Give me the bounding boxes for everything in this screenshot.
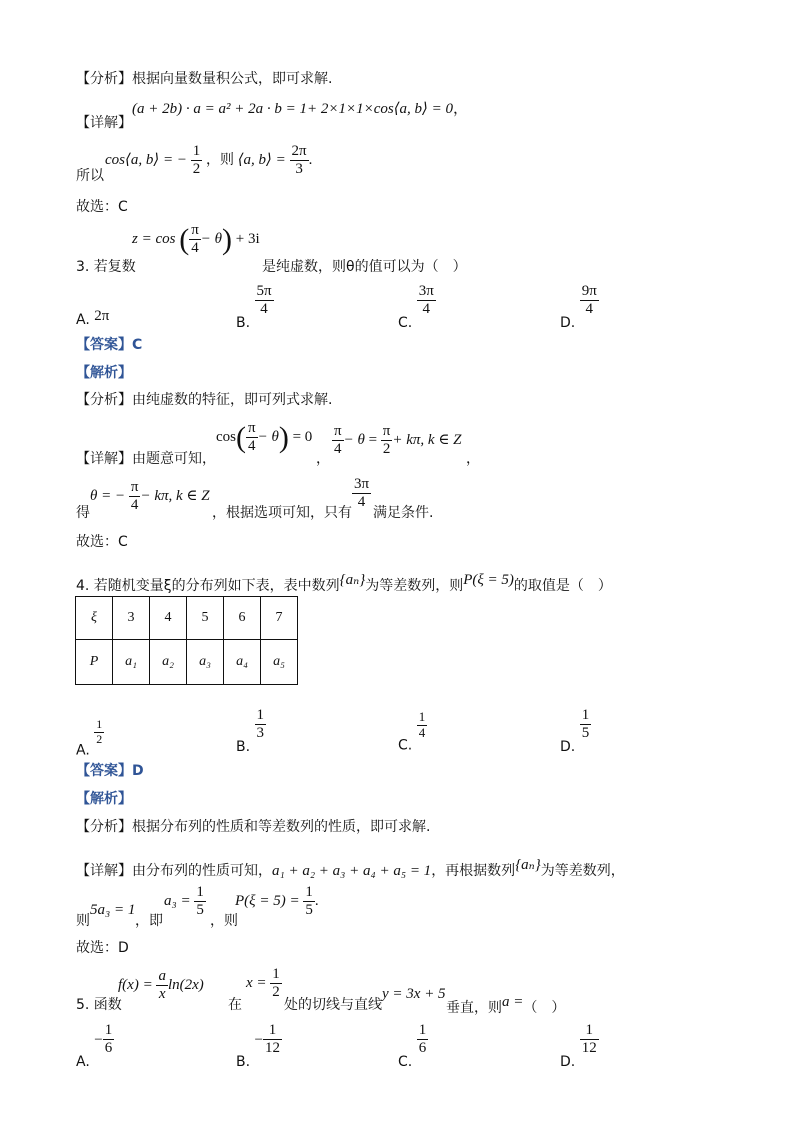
q4-ze: 则 [76,913,90,929]
q4-distribution-table [75,596,298,685]
q4-option-d[interactable]: D. $\frac{1}{5}$ [560,707,590,755]
table-cell: a₄ [224,640,261,685]
table-cell: a₃ [187,640,224,685]
q3-stem-tail: 是纯虚数，则θ的值可以为（ ） [262,259,467,275]
q3-detail: 【详解】由题意可知， [76,451,216,467]
q3-conclusion-frac: $\frac{3\pi}{4}$ [354,476,370,511]
q3-conclusion-tail: 满足条件. [373,505,434,521]
q4-a3-value: a₃ = $\frac{1}{5}$ [164,884,204,919]
q4-p-value: P(ξ = 5) = $\frac{1}{5}$ . [235,884,319,919]
table-cell: P [76,640,113,685]
q3-option-c[interactable]: C. $\frac{3\pi}{4}$ [398,283,434,331]
q3-eq-theta: $\frac{\pi}{4}$ − θ = $\frac{\pi}{2}$ + kπ, k ∈ Z [334,423,462,458]
table-cell: ξ [76,597,113,640]
q2-analysis: 【分析】根据向量数量积公式，即可求解. [76,71,333,87]
q4-ji: ，即 [135,913,163,929]
q5-option-c[interactable]: C. $\frac{1}{6}$ [398,1022,427,1070]
table-cell: a₅ [261,640,298,685]
q4-explanation-tag: 【解析】 [76,791,132,807]
q4-detail: 【详解】由分布列的性质可知，a₁ + a₂ + a₃ + a₄ + a₅ = 1，再根据数列{aₙ}为等差数列， [76,857,625,879]
table-cell: 6 [224,597,261,640]
table-header-row [76,597,298,640]
q4-option-a[interactable]: A. $\frac{1}{2}$ [76,717,103,759]
q5-option-a[interactable]: A. − $\frac{1}{6}$ [76,1022,113,1070]
q2-detail-label: 【详解】 [76,115,132,131]
q3-number: 3. 若复数 [76,259,136,275]
q4-stem: 4. 若随机变量ξ的分布列如下表，表中数列{aₙ}为等差数列，则P(ξ = 5)的取值是（ ） [76,572,612,594]
table-cell: 7 [261,597,298,640]
q3-option-b[interactable]: B. $\frac{5\pi}{4}$ [236,283,272,331]
q5-option-b[interactable]: B. − $\frac{1}{12}$ [236,1022,280,1070]
q5-zai: 在 [228,997,242,1013]
q2-answer: 故选：C [76,199,128,215]
q3-answer-tag: 【答案】C [76,337,143,353]
q5-x-value: x = $\frac{1}{2}$ [246,966,280,1001]
q3-comma: ， [316,451,330,467]
q3-option-a[interactable]: A. 2π [76,308,110,328]
q5-line-expr: y = 3x + 5 [382,986,446,1002]
q3-option-d[interactable]: D. $\frac{9\pi}{4}$ [560,283,597,331]
table-cell: 5 [187,597,224,640]
table-row [76,640,298,685]
q5-option-d[interactable]: D. $\frac{1}{12}$ [560,1022,597,1070]
q4-answer: 故选：D [76,940,129,956]
q3-comma-2: ， [466,451,480,467]
table-cell: 4 [150,597,187,640]
q5-tail: 垂直，则a =（ ） [446,994,566,1016]
q5-function-expr: f(x) = $\frac{a}{x}$ ln(2x) [118,968,204,1003]
q3-answer: 故选：C [76,534,128,550]
q4-option-c[interactable]: C. $\frac{1}{4}$ [398,709,426,754]
q4-answer-tag: 【答案】D [76,763,144,779]
q2-cos-value: cos⟨a, b⟩ = − $\frac{1}{2}$ ，则 ⟨a, b⟩ = $\frac{2\pi}{3}$ . [105,143,313,178]
q3-conclusion: ，根据选项可知，只有 [212,505,352,521]
q4-eq-5a3: 5a₃ = 1 [90,902,136,918]
table-cell: a₂ [150,640,187,685]
table-cell: a₁ [113,640,150,685]
q3-de: 得 [76,505,90,521]
q5-mid: 处的切线与直线 [284,997,382,1013]
q2-suoyi: 所以 [76,168,104,184]
q4-analysis: 【分析】根据分布列的性质和等差数列的性质，即可求解. [76,819,431,835]
q2-dot-product-formula: (a + 2b) · a = a² + 2a · b = 1+ 2×1×1×cos⟨a, b⟩ = 0， [132,101,469,117]
q4-option-b[interactable]: B. $\frac{1}{3}$ [236,707,265,755]
q3-theta-result: θ = − $\frac{\pi}{4}$ − kπ, k ∈ Z [90,479,210,514]
table-cell: 3 [113,597,150,640]
q3-eq-cos-zero: cos( $\frac{\pi}{4}$ − θ) = 0 [216,420,313,455]
q5-number: 5. 函数 [76,997,122,1013]
q3-explanation-tag: 【解析】 [76,365,132,381]
q4-ze-2: ，则 [210,913,238,929]
q3-complex-expr: z = cos ( $\frac{\pi}{4}$ − θ) + 3i [132,222,260,257]
q3-analysis: 【分析】由纯虚数的特征，即可列式求解. [76,392,333,408]
